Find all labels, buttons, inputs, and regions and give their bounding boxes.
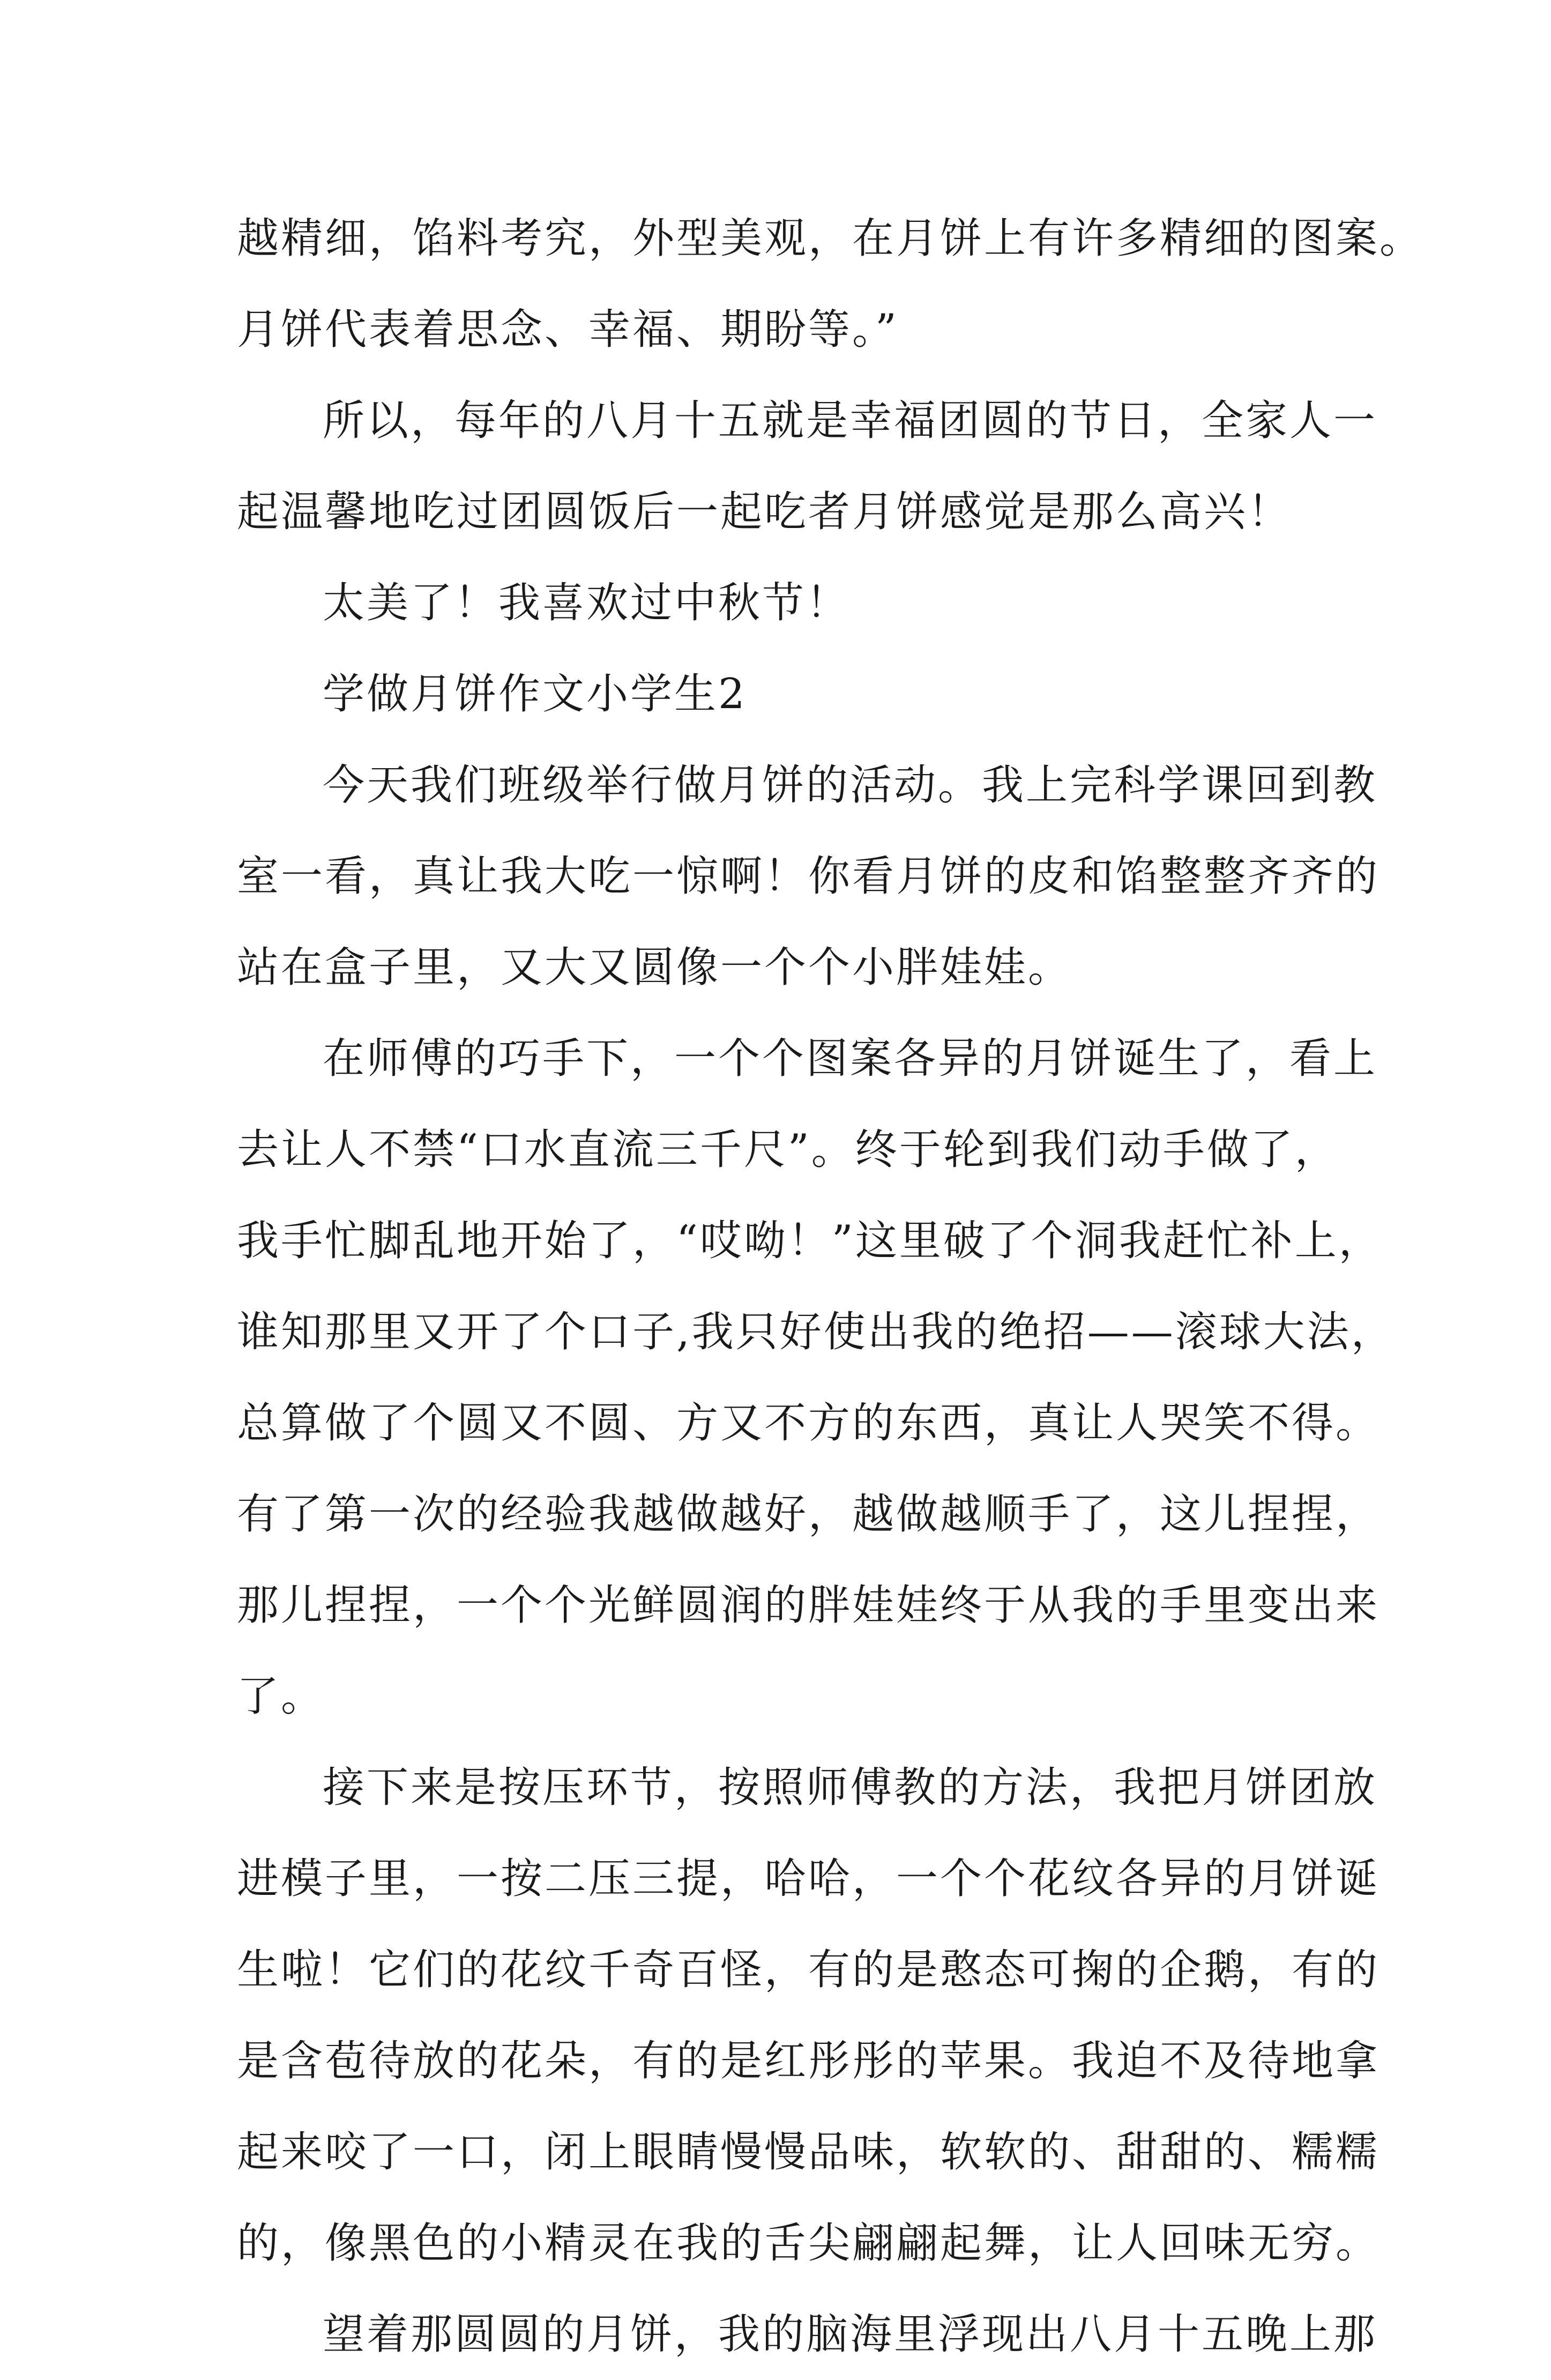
text-line: 起温馨地吃过团圆饭后一起吃者月饼感觉是那么高兴！ — [237, 488, 1292, 536]
section-heading: 学做月饼作文小学生2 — [323, 670, 747, 718]
document-body — [237, 193, 1424, 2380]
text-line: 月饼代表着思念、幸福、期盼等。” — [237, 306, 899, 354]
text-line: 谁知那里又开了个口子,我只好使出我的绝招——滚球大法， — [237, 1308, 1395, 1356]
text-line: 总算做了个圆又不圆、方又不方的东西，真让人哭笑不得。 — [237, 1399, 1380, 1447]
text-line: 越精细，馅料考究，外型美观，在月饼上有许多精细的图案。 — [237, 214, 1424, 263]
text-line: 的，像黑色的小精灵在我的舌尖翩翩起舞，让人回味无穷。 — [237, 2219, 1380, 2267]
paragraph-start-line: 在师傅的巧手下，一个个图案各异的月饼诞生了，看上 — [323, 1035, 1378, 1083]
text-line: 进模子里，一按二压三提，哈哈，一个个花纹各异的月饼诞 — [237, 1855, 1380, 1903]
text-line: 起来咬了一口，闭上眼睛慢慢品味，软软的、甜甜的、糯糯 — [237, 2128, 1380, 2176]
text-line: 那儿捏捏，一个个光鲜圆润的胖娃娃终于从我的手里变出来 — [237, 1581, 1380, 1630]
text-line: 了。 — [237, 1672, 325, 1721]
paragraph-start-line: 今天我们班级举行做月饼的活动。我上完科学课回到教 — [323, 761, 1378, 809]
paragraph-start-line: 望着那圆圆的月饼，我的脑海里浮现出八月十五晚上那 — [323, 2310, 1378, 2359]
text-line: 生啦！它们的花纹千奇百怪，有的是憨态可掬的企鹅，有的 — [237, 1946, 1380, 1994]
text-line: 有了第一次的经验我越做越好，越做越顺手了，这儿捏捏， — [237, 1490, 1380, 1538]
paragraph-start-line: 太美了！我喜欢过中秋节！ — [323, 579, 851, 627]
text-line: 去让人不禁“口水直流三千尺”。终于轮到我们动手做了， — [237, 1126, 1339, 1174]
paragraph-start-line: 接下来是按压环节，按照师傅教的方法，我把月饼团放 — [323, 1764, 1378, 1812]
text-line: 我手忙脚乱地开始了，“哎呦！”这里破了个洞我赶忙补上， — [237, 1217, 1383, 1265]
text-line: 是含苞待放的花朵，有的是红彤彤的苹果。我迫不及待地拿 — [237, 2037, 1380, 2085]
paragraph-start-line: 所以，每年的八月十五就是幸福团圆的节日，全家人一 — [323, 397, 1378, 445]
text-line: 室一看，真让我大吃一惊啊！你看月饼的皮和馅整整齐齐的 — [237, 852, 1380, 901]
text-line: 站在盒子里，又大又圆像一个个小胖娃娃。 — [237, 943, 1072, 992]
